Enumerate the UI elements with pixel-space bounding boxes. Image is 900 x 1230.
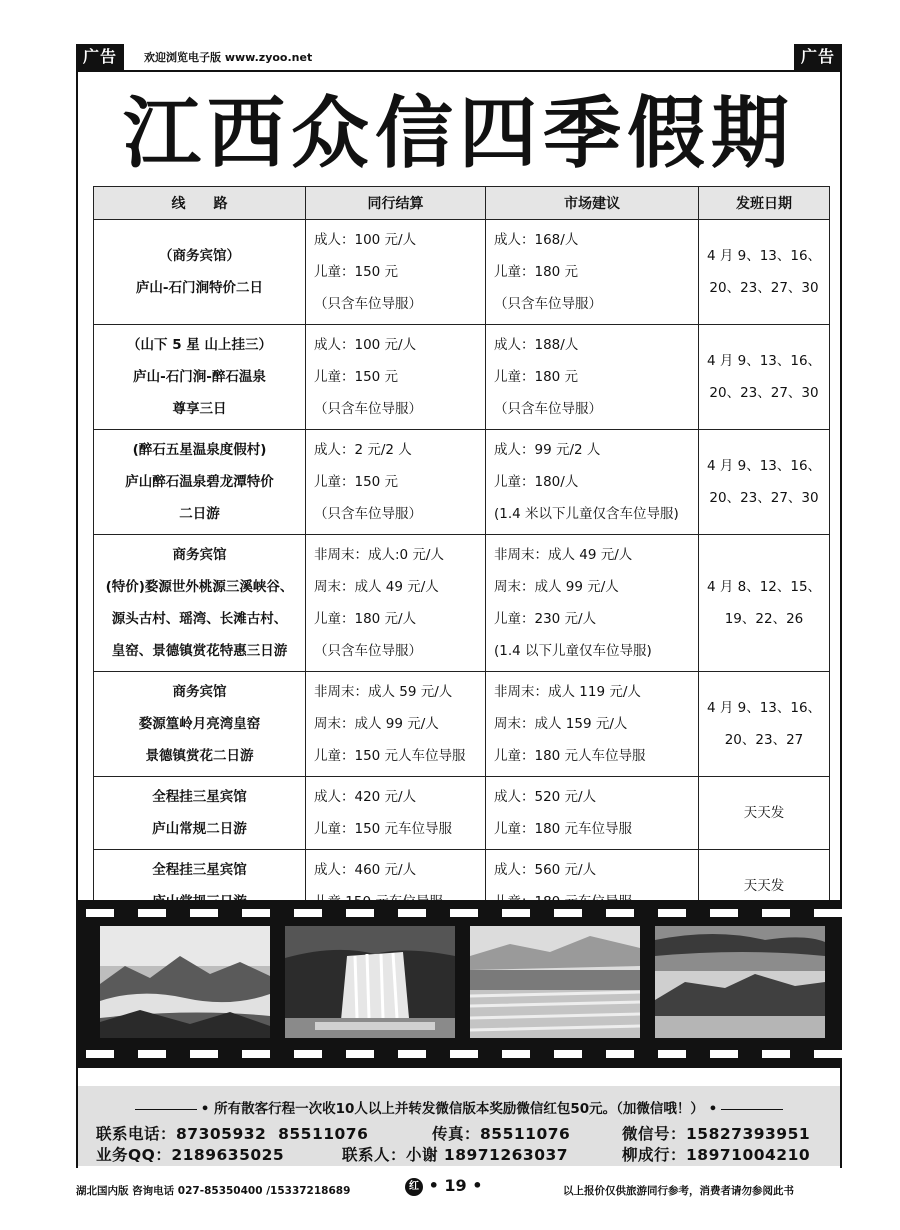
contact-phone xyxy=(96,1122,368,1144)
trade-price-cell xyxy=(306,220,486,325)
contact-label: 联系人： xyxy=(342,1146,407,1164)
route-cell-line: (特价)婺源世外桃源三溪峡谷、 xyxy=(105,579,294,595)
table-row xyxy=(94,777,830,850)
route-price-table xyxy=(93,186,830,923)
contact-fax xyxy=(432,1122,570,1144)
market-price-cell-line: (1.4 以下儿童仅车位导服) xyxy=(494,643,652,659)
promo-rule-left xyxy=(135,1109,197,1110)
dates-cell xyxy=(699,220,830,325)
promo-text: 所有散客行程一次收10人以上并转发微信版本奖励微信红包50元。（加微信哦！） xyxy=(214,1101,704,1117)
market-price-cell-line: 周末：成人 159 元/人 xyxy=(494,716,628,732)
market-price-cell xyxy=(486,777,699,850)
dates-cell-line: 20、23、27、30 xyxy=(709,385,819,401)
table-row xyxy=(94,220,830,325)
table-row xyxy=(94,535,830,672)
dates-cell xyxy=(699,777,830,850)
market-price-cell-line: 儿童：230 元/人 xyxy=(494,611,597,627)
trade-price-cell xyxy=(306,430,486,535)
market-price-cell-line: 成人：99 元/2 人 xyxy=(494,442,601,458)
contact-name-phone: 小谢 18971263037 xyxy=(406,1146,569,1164)
route-cell xyxy=(94,325,306,430)
market-price-cell-line: 儿童：180 元车位导服 xyxy=(494,821,633,837)
wechat-id: 15827393951 xyxy=(686,1125,811,1143)
trade-price-cell-line: 儿童：150 元 xyxy=(314,369,399,385)
trade-price-cell-line: 成人：460 元/人 xyxy=(314,862,417,878)
dates-cell-line: 4 月 9、13、16、 xyxy=(706,458,822,474)
photo-mountain-ridge xyxy=(655,926,825,1038)
page-number-text: • 19 • xyxy=(428,1176,483,1195)
route-cell xyxy=(94,220,306,325)
market-price-cell-line: 非周末：成人 49 元/人 xyxy=(494,547,633,563)
route-cell-line: （山下 5 星 山上挂三） xyxy=(127,337,272,353)
header-route: 线 路 xyxy=(94,187,306,220)
liu-label: 柳成行： xyxy=(622,1146,687,1164)
route-cell-line: 景德镇赏花二日游 xyxy=(145,748,254,764)
market-price-cell-line: 儿童：180 元人车位导服 xyxy=(494,748,646,764)
page-mark-icon: 红 xyxy=(405,1178,423,1196)
footer-left: 湖北国内版 咨询电话 027-85350400 /15337218689 xyxy=(76,1185,351,1197)
route-cell-line: （商务宾馆） xyxy=(159,248,240,264)
promo-line: • 所有散客行程一次收10人以上并转发微信版本奖励微信红包50元。（加微信哦！） • xyxy=(78,1097,840,1117)
photo-filmstrip xyxy=(76,900,842,1068)
market-price-cell xyxy=(486,672,699,777)
market-price-cell-line: 儿童：180 元 xyxy=(494,264,579,280)
trade-price-cell-line: 成人：100 元/人 xyxy=(314,232,417,248)
table-body xyxy=(94,220,830,923)
dates-cell-line: 20、23、27、30 xyxy=(709,490,819,506)
route-cell-line: 庐山-石门涧特价二日 xyxy=(135,280,264,296)
page-title: 江西众信四季假期 xyxy=(122,88,795,179)
trade-price-cell-line: 儿童：150 元车位导服 xyxy=(314,821,453,837)
route-cell-line: 庐山-石门涧-醉石温泉 xyxy=(133,369,266,385)
market-price-cell-line: （只含车位导服） xyxy=(494,401,602,417)
market-price-cell xyxy=(486,325,699,430)
fax-number: 85511076 xyxy=(480,1125,571,1143)
trade-price-cell-line: 成人：2 元/2 人 xyxy=(314,442,412,458)
trade-price-cell-line: 儿童：150 元 xyxy=(314,474,399,490)
market-price-cell-line: 周末：成人 99 元/人 xyxy=(494,579,619,595)
trade-price-cell xyxy=(306,325,486,430)
phone-label: 联系电话： xyxy=(96,1125,177,1143)
dates-cell xyxy=(699,325,830,430)
route-cell-line: 商务宾馆 xyxy=(172,684,227,700)
dates-cell-line: 4 月 9、13、16、 xyxy=(706,353,822,369)
welcome-text: 欢迎浏览电子版 www.zyoo.net xyxy=(144,51,313,64)
market-price-cell-line: （只含车位导服） xyxy=(494,296,602,312)
market-price-cell-line: 成人：188/人 xyxy=(494,337,579,353)
market-price-cell-line: 成人：168/人 xyxy=(494,232,579,248)
trade-price-cell-line: （只含车位导服） xyxy=(314,643,422,659)
trade-price-cell-line: 成人：100 元/人 xyxy=(314,337,417,353)
dates-cell-line: 天天发 xyxy=(743,805,785,821)
trade-price-cell-line: 周末：成人 99 元/人 xyxy=(314,716,439,732)
header-market-price: 市场建议 xyxy=(486,187,699,220)
ad-tag-right: 广告 xyxy=(794,44,842,70)
route-cell-line: 庐山醉石温泉碧龙潭特价 xyxy=(125,474,274,490)
dates-cell-line: 4 月 9、13、16、 xyxy=(706,700,822,716)
page-number xyxy=(405,1176,482,1196)
dates-cell-line: 天天发 xyxy=(743,878,785,894)
trade-price-cell-line: （只含车位导服） xyxy=(314,296,422,312)
trade-price-cell xyxy=(306,777,486,850)
trade-price-cell-line: 非周末：成人 59 元/人 xyxy=(314,684,453,700)
route-cell-line: 商务宾馆 xyxy=(172,547,227,563)
market-price-cell-line: 成人：560 元/人 xyxy=(494,862,597,878)
route-cell-line: 二日游 xyxy=(179,506,220,522)
dates-cell xyxy=(699,430,830,535)
photo-flower-fields xyxy=(470,926,640,1038)
contact-wechat xyxy=(622,1122,810,1144)
trade-price-cell-line: 成人：420 元/人 xyxy=(314,789,417,805)
photo-mountain-clouds xyxy=(100,926,270,1038)
market-price-cell-line: 儿童：180 元 xyxy=(494,369,579,385)
trade-price-cell-line: （只含车位导服） xyxy=(314,506,422,522)
film-sprocket-top xyxy=(76,909,842,917)
market-price-cell-line: 儿童：180/人 xyxy=(494,474,579,490)
qq-label: 业务QQ： xyxy=(96,1146,172,1164)
trade-price-cell-line: 非周末：成人:0 元/人 xyxy=(314,547,444,563)
header-departure-dates: 发班日期 xyxy=(699,187,830,220)
contact-liu xyxy=(622,1143,810,1165)
trade-price-cell-line: 周末：成人 49 元/人 xyxy=(314,579,439,595)
market-price-cell xyxy=(486,535,699,672)
photo-waterfall xyxy=(285,926,455,1038)
dates-cell-line: 19、22、26 xyxy=(724,611,804,627)
header-trade-price: 同行结算 xyxy=(306,187,486,220)
fax-label: 传真： xyxy=(432,1125,481,1143)
route-cell xyxy=(94,535,306,672)
market-price-cell xyxy=(486,430,699,535)
route-cell-line: 全程挂三星宾馆 xyxy=(152,862,247,878)
market-price-cell xyxy=(486,220,699,325)
market-price-cell-line: 成人：520 元/人 xyxy=(494,789,597,805)
dates-cell xyxy=(699,672,830,777)
qq-number: 2189635025 xyxy=(171,1146,285,1164)
dates-cell-line: 4 月 9、13、16、 xyxy=(706,248,822,264)
trade-price-cell-line: 儿童：150 元人车位导服 xyxy=(314,748,466,764)
route-cell-line: 源头古村、瑶湾、长滩古村、 xyxy=(111,611,288,627)
footer-right: 以上报价仅供旅游同行参考，消费者请勿参阅此书 xyxy=(563,1185,794,1197)
route-cell xyxy=(94,672,306,777)
contact-qq xyxy=(96,1143,284,1165)
dates-cell-line: 20、23、27 xyxy=(724,732,804,748)
table-row xyxy=(94,430,830,535)
dates-cell xyxy=(699,535,830,672)
phone-number-1: 87305932 xyxy=(176,1125,267,1143)
trade-price-cell-line: 儿童：180 元/人 xyxy=(314,611,417,627)
route-cell xyxy=(94,777,306,850)
ad-tag-left: 广告 xyxy=(76,44,124,70)
table-row xyxy=(94,325,830,430)
contact-person xyxy=(342,1143,568,1165)
trade-price-cell xyxy=(306,535,486,672)
market-price-cell-line: 非周末：成人 119 元/人 xyxy=(494,684,641,700)
route-cell-line: (醉石五星温泉度假村) xyxy=(132,442,267,458)
table-row xyxy=(94,672,830,777)
route-cell-line: 尊享三日 xyxy=(172,401,227,417)
wechat-label: 微信号： xyxy=(622,1125,687,1143)
trade-price-cell-line: 儿童：150 元 xyxy=(314,264,399,280)
film-sprocket-bottom xyxy=(76,1050,842,1058)
trade-price-cell xyxy=(306,672,486,777)
route-cell-line: 婺源篁岭月亮湾皇窑 xyxy=(138,716,261,732)
trade-price-cell-line: （只含车位导服） xyxy=(314,401,422,417)
promo-rule-right xyxy=(721,1109,783,1110)
route-cell xyxy=(94,430,306,535)
market-price-cell-line: (1.4 米以下儿童仅含车位导服) xyxy=(494,506,679,522)
liu-number: 18971004210 xyxy=(686,1146,811,1164)
phone-number-2: 85511076 xyxy=(278,1125,369,1143)
route-cell-line: 全程挂三星宾馆 xyxy=(152,789,247,805)
route-cell-line: 庐山常规二日游 xyxy=(152,821,247,837)
dates-cell-line: 4 月 8、12、15、 xyxy=(706,579,822,595)
dates-cell-line: 20、23、27、30 xyxy=(709,280,819,296)
route-cell-line: 皇窑、景德镇赏花特惠三日游 xyxy=(111,643,288,659)
